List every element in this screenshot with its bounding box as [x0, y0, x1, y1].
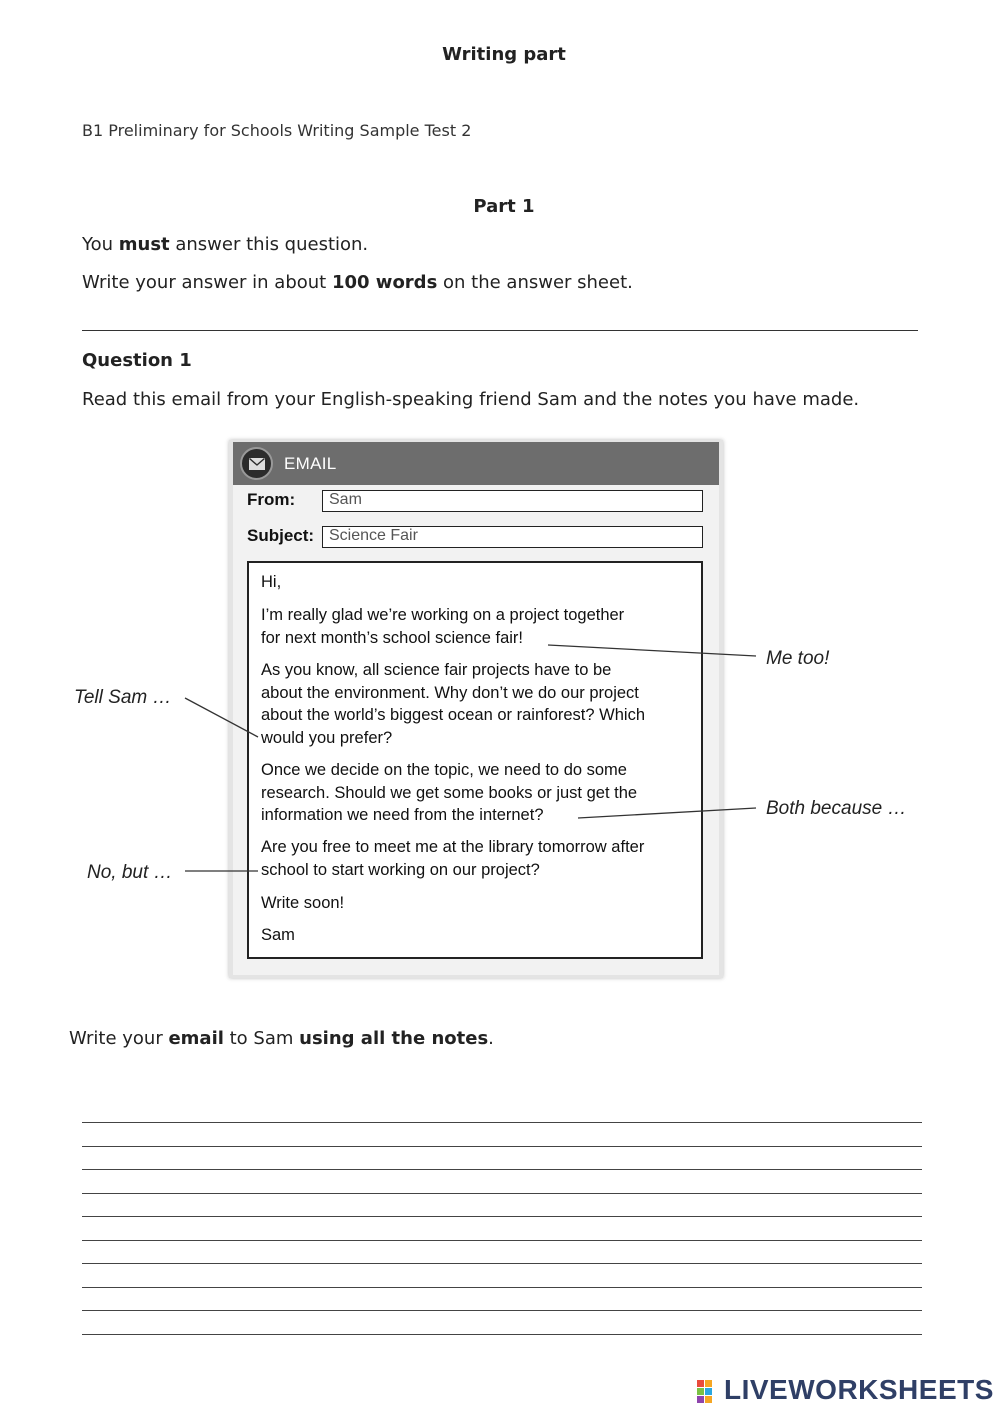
answer-line[interactable]: [82, 1310, 922, 1311]
email-line: As you know, all science fair projects have to be: [261, 661, 612, 679]
email-line: research. Should we get some books or just get the: [261, 784, 638, 802]
answer-line[interactable]: [82, 1263, 922, 1264]
email-line: Are you free to meet me at the library tomorrow after: [261, 838, 645, 856]
email-signature: Sam: [261, 926, 295, 944]
must-answer-line: [82, 234, 368, 255]
email-closing: Write soon!: [261, 894, 345, 912]
page-title: Writing part: [442, 44, 566, 65]
note-no-but: No, but …: [87, 862, 173, 883]
from-label: From:: [247, 490, 296, 509]
question-intro: Read this email from your English-speaking friend Sam and the notes you have made.: [82, 389, 860, 410]
answer-line[interactable]: [82, 1122, 922, 1123]
email-header-title: EMAIL: [284, 454, 337, 473]
emphasis: 100 words: [331, 272, 438, 293]
text: answer this question.: [169, 234, 369, 255]
part-heading: Part 1: [473, 196, 535, 217]
note-both-because: Both because …: [766, 798, 907, 819]
email-line: about the world’s biggest ocean or rainforest? Which: [261, 706, 645, 724]
email-line: would you prefer?: [261, 729, 393, 747]
emphasis: using all the notes: [299, 1028, 489, 1049]
answer-line[interactable]: [82, 1334, 922, 1335]
answer-line[interactable]: [82, 1216, 922, 1217]
email-line: information we need from the internet?: [261, 806, 544, 824]
answer-line[interactable]: [82, 1287, 922, 1288]
test-subtitle: B1 Preliminary for Schools Writing Sample Test 2: [82, 121, 472, 140]
text: You: [82, 234, 119, 255]
answer-line[interactable]: [82, 1240, 922, 1241]
note-me-too: Me too!: [766, 648, 830, 669]
subject-label: Subject:: [247, 526, 315, 545]
liveworksheets-brand: LIVEWORKSHEETS: [724, 1374, 994, 1405]
email-line: school to start working on our project?: [261, 861, 540, 879]
emphasis: must: [118, 234, 170, 255]
from-field: Sam: [322, 490, 703, 512]
answer-line[interactable]: [82, 1146, 922, 1147]
text: to Sam: [223, 1028, 300, 1049]
email-greeting: Hi,: [261, 573, 282, 591]
liveworksheets-logo-icon: [697, 1378, 723, 1404]
email-line: for next month’s school science fair!: [261, 629, 523, 647]
separator-line: [82, 330, 918, 331]
email-line: Once we decide on the topic, we need to do some: [261, 761, 627, 779]
text: on the answer sheet.: [437, 272, 633, 293]
envelope-icon: [240, 447, 273, 480]
email-line: I’m really glad we’re working on a project together: [261, 606, 625, 624]
subject-field: Science Fair: [322, 526, 703, 548]
emphasis: email: [168, 1028, 224, 1049]
instruction-line: [69, 1028, 494, 1049]
question-title: Question 1: [82, 350, 192, 371]
text: Write your answer in about: [82, 272, 332, 293]
answer-line[interactable]: [82, 1193, 922, 1194]
word-count-line: [82, 272, 633, 293]
text: Write your: [69, 1028, 169, 1049]
answer-line[interactable]: [82, 1169, 922, 1170]
text: .: [488, 1028, 494, 1049]
email-line: about the environment. Why don’t we do our project: [261, 684, 639, 702]
note-tell-sam: Tell Sam …: [74, 687, 172, 708]
